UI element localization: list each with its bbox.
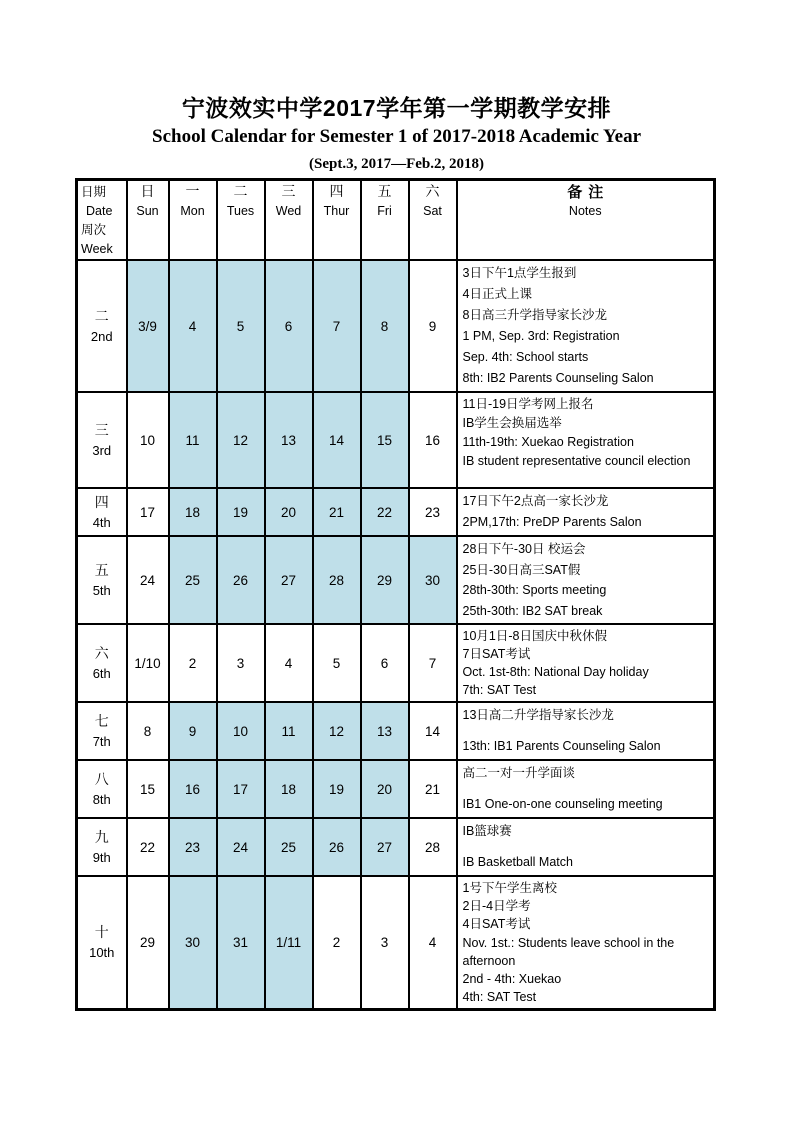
corner-label-cn-date: 日期 <box>81 185 107 199</box>
day-header-en: Mon <box>180 204 205 218</box>
day-cell-school-day: 1/11 <box>265 876 313 1010</box>
day-cell: 8 <box>127 702 169 760</box>
day-cell-school-day: 4 <box>169 260 217 392</box>
day-cell: 21 <box>409 760 457 818</box>
day-header-sat <box>409 180 457 261</box>
week-number-english: 5th <box>92 582 111 598</box>
note-line: 4日SAT考试 <box>462 917 531 932</box>
corner-label-en-week: Week <box>81 242 113 256</box>
day-header-cn: 三 <box>281 185 296 200</box>
day-cell: 4 <box>409 876 457 1010</box>
week-label-cell <box>77 760 127 818</box>
day-cell-school-day: 11 <box>265 702 313 760</box>
week-row <box>77 488 715 536</box>
note-line: 7th: SAT Test <box>462 683 537 697</box>
note-line: 10月1日-8日国庆中秋休假 <box>462 629 607 643</box>
day-header-cn: 二 <box>233 185 248 200</box>
notes-cell <box>457 624 715 702</box>
day-cell: 2 <box>169 624 217 702</box>
note-line: 13th: IB1 Parents Counseling Salon <box>462 739 661 753</box>
semester-date-range: (Sept.3, 2017—Feb.2, 2018) <box>309 156 484 172</box>
week-label-cell <box>77 818 127 876</box>
day-cell: 15 <box>127 760 169 818</box>
note-line: 4日正式上课 <box>462 287 532 301</box>
day-cell-school-day: 9 <box>169 702 217 760</box>
week-row <box>77 702 715 760</box>
day-cell-school-day: 12 <box>313 702 361 760</box>
day-cell-school-day: 18 <box>169 488 217 536</box>
day-header-en: Thur <box>323 204 350 218</box>
day-cell-school-day: 30 <box>169 876 217 1010</box>
day-cell-school-day: 30 <box>409 536 457 624</box>
day-cell: 2 <box>313 876 361 1010</box>
day-header-mon <box>169 180 217 261</box>
note-line: 28日下午-30日 校运会 <box>462 542 586 556</box>
week-number-english: 6th <box>92 665 111 681</box>
note-line: 1 PM, Sep. 3rd: Registration <box>462 329 620 343</box>
day-header-wed <box>265 180 313 261</box>
day-cell-school-day: 15 <box>361 392 409 488</box>
week-number-chinese: 三 <box>94 423 109 439</box>
week-number-chinese: 二 <box>94 309 109 325</box>
day-cell: 6 <box>361 624 409 702</box>
document-title-english: School Calendar for Semester 1 of 2017-2018 Academic Year <box>152 126 641 147</box>
day-cell-school-day: 27 <box>361 818 409 876</box>
day-cell: 29 <box>127 876 169 1010</box>
day-header-en: Sun <box>136 204 159 218</box>
day-header-thur <box>313 180 361 261</box>
day-cell: 4 <box>265 624 313 702</box>
day-cell-school-day: 13 <box>265 392 313 488</box>
calendar-header <box>77 180 715 261</box>
day-cell: 10 <box>127 392 169 488</box>
note-line: 2PM,17th: PreDP Parents Salon <box>462 515 642 529</box>
day-cell-school-day: 28 <box>313 536 361 624</box>
week-label-cell <box>77 488 127 536</box>
week-label-cell <box>77 260 127 392</box>
day-cell-school-day: 18 <box>265 760 313 818</box>
week-number-english: 9th <box>92 849 111 865</box>
notes-cell <box>457 536 715 624</box>
day-cell: 14 <box>409 702 457 760</box>
day-cell-school-day: 16 <box>169 760 217 818</box>
note-line: Sep. 4th: School starts <box>462 350 589 364</box>
note-line: IB student representative council election <box>462 454 691 468</box>
day-cell: 23 <box>409 488 457 536</box>
week-number-english: 3rd <box>92 442 112 458</box>
day-header-en: Sat <box>423 204 442 218</box>
week-number-chinese: 五 <box>94 563 109 579</box>
day-cell-school-day: 19 <box>313 760 361 818</box>
day-cell: 24 <box>127 536 169 624</box>
week-number-chinese: 六 <box>94 646 109 662</box>
day-cell-school-day: 13 <box>361 702 409 760</box>
week-label-cell <box>77 392 127 488</box>
calendar-body <box>77 260 715 1010</box>
day-cell-school-day: 29 <box>361 536 409 624</box>
day-cell: 16 <box>409 392 457 488</box>
day-header-en: Tues <box>226 204 255 218</box>
day-header-cn: 六 <box>425 185 440 200</box>
date-week-corner-cell <box>77 180 127 261</box>
calendar-table <box>75 178 716 1011</box>
document-title-chinese: 宁波效实中学2017学年第一学期教学安排 <box>181 95 612 121</box>
day-header-cn: 四 <box>329 185 344 200</box>
note-line: 高二一对一升学面谈 <box>462 766 576 780</box>
day-cell-school-day: 24 <box>217 818 265 876</box>
day-cell-school-day: 19 <box>217 488 265 536</box>
week-row <box>77 818 715 876</box>
note-line: 17日下午2点高一家长沙龙 <box>462 494 609 508</box>
day-cell-school-day: 21 <box>313 488 361 536</box>
notes-header-cell <box>457 180 715 261</box>
notes-header-cn: 备注 <box>567 184 610 201</box>
corner-label-cn-week: 周次 <box>81 223 107 237</box>
day-cell-school-day: 26 <box>217 536 265 624</box>
week-number-english: 7th <box>92 733 111 749</box>
day-header-cn: 一 <box>185 185 200 200</box>
note-line: 1号下午学生离校 <box>462 881 557 895</box>
day-cell: 1/10 <box>127 624 169 702</box>
day-cell-school-day: 17 <box>217 760 265 818</box>
day-cell: 3 <box>217 624 265 702</box>
notes-cell <box>457 392 715 488</box>
day-cell-school-day: 5 <box>217 260 265 392</box>
week-label-cell <box>77 702 127 760</box>
notes-cell <box>457 702 715 760</box>
week-label-cell <box>77 536 127 624</box>
day-cell-school-day: 8 <box>361 260 409 392</box>
day-cell-school-day: 31 <box>217 876 265 1010</box>
day-header-cn: 五 <box>377 185 392 200</box>
week-label-cell <box>77 876 127 1010</box>
notes-cell <box>457 488 715 536</box>
week-number-chinese: 九 <box>94 830 109 846</box>
day-header-en: Wed <box>275 204 302 218</box>
week-number-english: 10th <box>89 945 115 961</box>
day-cell-school-day: 6 <box>265 260 313 392</box>
day-cell: 3 <box>361 876 409 1010</box>
note-line: IB篮球赛 <box>462 824 512 838</box>
day-cell-school-day: 25 <box>169 536 217 624</box>
day-cell: 22 <box>127 818 169 876</box>
week-row <box>77 624 715 702</box>
week-row <box>77 392 715 488</box>
day-cell-school-day: 7 <box>313 260 361 392</box>
week-row <box>77 536 715 624</box>
day-header-fri <box>361 180 409 261</box>
note-line: 8日高三升学指导家长沙龙 <box>462 308 607 322</box>
note-line: IB学生会换届选举 <box>462 416 562 430</box>
week-row <box>77 760 715 818</box>
day-cell: 7 <box>409 624 457 702</box>
day-cell-school-day: 14 <box>313 392 361 488</box>
week-row <box>77 260 715 392</box>
note-line: IB Basketball Match <box>462 855 573 869</box>
week-number-chinese: 七 <box>94 714 109 730</box>
header-row <box>77 180 715 261</box>
notes-header-en: Notes <box>568 204 602 218</box>
day-cell-school-day: 20 <box>265 488 313 536</box>
day-cell-school-day: 10 <box>217 702 265 760</box>
note-line: 3日下午1点学生报到 <box>462 266 577 280</box>
day-cell: 5 <box>313 624 361 702</box>
note-line: 25th-30th: IB2 SAT break <box>462 603 603 618</box>
week-number-chinese: 十 <box>94 926 109 942</box>
note-line: IB1 One-on-one counseling meeting <box>462 797 663 811</box>
note-line: 4th: SAT Test <box>462 990 537 1005</box>
week-number-english: 4th <box>92 514 111 530</box>
day-cell-school-day: 3/9 <box>127 260 169 392</box>
day-cell: 17 <box>127 488 169 536</box>
day-cell-school-day: 25 <box>265 818 313 876</box>
day-cell-school-day: 27 <box>265 536 313 624</box>
day-header-cn: 日 <box>140 185 155 200</box>
note-line: 2nd - 4th: Xuekao <box>462 972 562 987</box>
note-line: Oct. 1st-8th: National Day holiday <box>462 665 649 679</box>
day-cell-school-day: 22 <box>361 488 409 536</box>
week-number-chinese: 八 <box>94 772 109 788</box>
note-line: 11日-19日学考网上报名 <box>462 397 594 411</box>
day-cell: 9 <box>409 260 457 392</box>
notes-cell <box>457 760 715 818</box>
note-line: 25日-30日高三SAT假 <box>462 562 581 577</box>
day-header-sun <box>127 180 169 261</box>
corner-label-en-date: Date <box>86 204 113 218</box>
notes-cell <box>457 876 715 1010</box>
day-cell-school-day: 11 <box>169 392 217 488</box>
day-cell-school-day: 12 <box>217 392 265 488</box>
day-header-en: Fri <box>377 204 392 218</box>
note-line: 7日SAT考试 <box>462 647 531 661</box>
note-line: 13日高二升学指导家长沙龙 <box>462 708 614 722</box>
notes-cell <box>457 818 715 876</box>
day-cell-school-day: 26 <box>313 818 361 876</box>
week-number-english: 8th <box>92 791 111 807</box>
day-cell-school-day: 23 <box>169 818 217 876</box>
note-line: 2日-4日学考 <box>462 899 531 914</box>
week-label-cell <box>77 624 127 702</box>
note-line: Nov. 1st.: Students leave school in the afternoon <box>462 935 675 968</box>
week-number-english: 2nd <box>90 328 113 344</box>
note-line: 8th: IB2 Parents Counseling Salon <box>462 371 654 385</box>
note-line: 11th-19th: Xuekao Registration <box>462 435 634 449</box>
notes-cell <box>457 260 715 392</box>
day-header-tues <box>217 180 265 261</box>
day-cell-school-day: 20 <box>361 760 409 818</box>
day-cell: 28 <box>409 818 457 876</box>
week-number-chinese: 四 <box>94 495 109 511</box>
note-line: 28th-30th: Sports meeting <box>462 583 607 597</box>
week-row <box>77 876 715 1010</box>
